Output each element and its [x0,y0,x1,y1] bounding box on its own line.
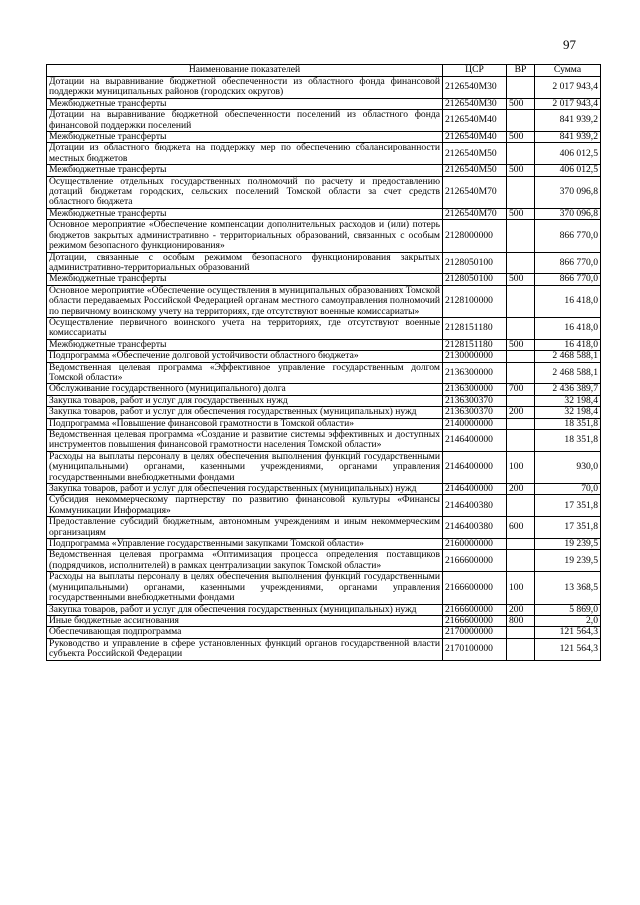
table-row [47,252,601,274]
row-name-cell: Подпрограмма «Управление государственными закупками Томской области» [47,539,443,550]
header-vr: ВР [507,65,535,77]
table-row [47,395,601,406]
row-csr-cell: 2136300000 [443,362,507,384]
row-vr-cell [507,143,535,165]
row-name-cell: Закупка товаров, работ и услуг для обеспечения государственных (муниципальных) нужд [47,484,443,495]
row-name-cell: Основное мероприятие «Обеспечение осуществления в муниципальных образованиях Томской области передаваемых Российской Федерацией органам местного самоуправления полномочий по первичному воинскому учету на территориях, где отсутствуют военные комиссариаты» [47,285,443,317]
row-vr-cell: 700 [507,384,535,395]
row-sum-cell: 2 468 588,1 [535,362,601,384]
table-row [47,484,601,495]
row-vr-cell [507,550,535,572]
row-csr-cell: 2130000000 [443,351,507,362]
header-csr: ЦСР [443,65,507,77]
row-vr-cell [507,77,535,99]
row-name-cell: Осуществление отдельных государственных полномочий по расчету и предоставлению дотаций бюджетам городских, сельских поселений Томской области за счет средств областного бюджета [47,176,443,208]
row-vr-cell [507,638,535,660]
row-vr-cell: 500 [507,274,535,285]
row-vr-cell [507,252,535,274]
row-vr-cell: 200 [507,484,535,495]
row-name-cell: Расходы на выплаты персоналу в целях обеспечения выполнения функций государственными (муниципальными) органами, казенными учреждениями, органами управления государственными внебюджетными фондами [47,451,443,483]
table-row [47,339,601,350]
row-name-cell: Межбюджетные трансферты [47,339,443,350]
table-row [47,550,601,572]
table-row [47,285,601,317]
row-csr-cell: 2126540М30 [443,98,507,109]
row-sum-cell: 13 368,5 [535,572,601,604]
row-sum-cell: 841 939,2 [535,110,601,132]
row-sum-cell: 406 012,5 [535,165,601,176]
row-csr-cell: 2146400380 [443,517,507,539]
row-name-cell: Подпрограмма «Повышение финансовой грамотности в Томской области» [47,418,443,429]
row-name-cell: Основное мероприятие «Обеспечение компенсации дополнительных расходов и (или) потерь бюджетов закрытых административно - территориальных образований, связанных с особым режимом безопасного функционирования» [47,220,443,252]
row-name-cell: Закупка товаров, работ и услуг для государственных нужд [47,395,443,406]
row-sum-cell: 866 770,0 [535,220,601,252]
row-vr-cell [507,430,535,452]
table-row [47,384,601,395]
row-csr-cell: 2126540М50 [443,143,507,165]
row-sum-cell: 2 468 588,1 [535,351,601,362]
row-name-cell: Ведомственная целевая программа «Создание и развитие системы эффективных и доступных инструментов повышения финансовой грамотности населения Томской области» [47,430,443,452]
table-row [47,430,601,452]
row-sum-cell: 866 770,0 [535,252,601,274]
row-csr-cell: 2166600000 [443,572,507,604]
table-row [47,517,601,539]
row-sum-cell: 406 012,5 [535,143,601,165]
row-csr-cell: 2146400000 [443,484,507,495]
row-csr-cell: 2136300000 [443,384,507,395]
row-csr-cell: 2136300370 [443,407,507,418]
row-csr-cell: 2170000000 [443,627,507,638]
row-sum-cell: 19 239,5 [535,550,601,572]
row-name-cell: Закупка товаров, работ и услуг для обеспечения государственных (муниципальных) нужд [47,604,443,615]
row-csr-cell: 2136300370 [443,395,507,406]
table-row [47,77,601,99]
row-name-cell: Подпрограмма «Обеспечение долговой устойчивости областного бюджета» [47,351,443,362]
row-sum-cell: 866 770,0 [535,274,601,285]
row-csr-cell: 2166600000 [443,550,507,572]
table-row [47,274,601,285]
header-sum: Сумма [535,65,601,77]
table-row [47,351,601,362]
row-csr-cell: 2126540М40 [443,132,507,143]
table-row [47,407,601,418]
row-csr-cell: 2126540М70 [443,208,507,219]
row-name-cell: Закупка товаров, работ и услуг для обеспечения государственных (муниципальных) нужд [47,407,443,418]
table-row [47,176,601,208]
table-row [47,451,601,483]
row-sum-cell: 18 351,8 [535,418,601,429]
row-csr-cell: 2128050100 [443,274,507,285]
row-vr-cell: 500 [507,132,535,143]
table-row [47,317,601,339]
table-row [47,539,601,550]
page-number: 97 [563,37,576,52]
table-row [47,418,601,429]
row-vr-cell [507,220,535,252]
row-vr-cell: 200 [507,407,535,418]
table-header-row [47,65,601,77]
row-name-cell: Обслуживание государственного (муниципального) долга [47,384,443,395]
row-vr-cell [507,285,535,317]
row-vr-cell [507,317,535,339]
row-csr-cell: 2126540М30 [443,77,507,99]
row-sum-cell: 121 564,3 [535,627,601,638]
header-name: Наименование показателей [47,65,443,77]
row-csr-cell: 2128151180 [443,317,507,339]
row-csr-cell: 2146400000 [443,451,507,483]
row-csr-cell: 2166600000 [443,615,507,626]
row-sum-cell: 16 418,0 [535,317,601,339]
row-sum-cell: 32 198,4 [535,407,601,418]
row-name-cell: Осуществление первичного воинского учета на территориях, где отсутствуют военные комиссариаты [47,317,443,339]
table-row [47,165,601,176]
row-vr-cell [507,110,535,132]
row-name-cell: Дотации на выравнивание бюджетной обеспеченности из областного фонда финансовой поддержки муниципальных районов (городских округов) [47,77,443,99]
row-sum-cell: 121 564,3 [535,638,601,660]
table-row [47,638,601,660]
row-name-cell: Межбюджетные трансферты [47,208,443,219]
row-sum-cell: 18 351,8 [535,430,601,452]
row-name-cell: Дотации, связанные с особым режимом безопасного функционирования закрытых административно-территориальных образований [47,252,443,274]
row-vr-cell [507,176,535,208]
table-row [47,495,601,517]
row-csr-cell: 2140000000 [443,418,507,429]
row-sum-cell: 2 017 943,4 [535,98,601,109]
row-sum-cell: 841 939,2 [535,132,601,143]
row-name-cell: Расходы на выплаты персоналу в целях обеспечения выполнения функций государственными (муниципальными) органами, казенными учреждениями, органами управления государственными внебюджетными фондами [47,572,443,604]
row-name-cell: Дотации из областного бюджета на поддержку мер по обеспечению сбалансированности местных бюджетов [47,143,443,165]
table-row [47,98,601,109]
row-csr-cell: 2146400380 [443,495,507,517]
row-sum-cell: 17 351,8 [535,517,601,539]
row-sum-cell: 16 418,0 [535,285,601,317]
row-vr-cell: 100 [507,451,535,483]
row-vr-cell: 800 [507,615,535,626]
row-name-cell: Дотации на выравнивание бюджетной обеспеченности поселений из областного фонда финансовой поддержки поселений [47,110,443,132]
row-vr-cell: 500 [507,98,535,109]
row-sum-cell: 2 436 389,7 [535,384,601,395]
row-csr-cell: 2128100000 [443,285,507,317]
row-csr-cell: 2160000000 [443,539,507,550]
table-row [47,110,601,132]
row-name-cell: Руководство и управление в сфере установленных функций органов государственной власти субъекта Российской Федерации [47,638,443,660]
row-name-cell: Межбюджетные трансферты [47,274,443,285]
table-body [47,77,601,661]
row-sum-cell: 5 869,0 [535,604,601,615]
row-name-cell: Межбюджетные трансферты [47,132,443,143]
row-vr-cell [507,495,535,517]
table-row [47,220,601,252]
row-vr-cell: 500 [507,165,535,176]
table-row [47,132,601,143]
row-csr-cell: 2170100000 [443,638,507,660]
row-csr-cell: 2126540М40 [443,110,507,132]
row-vr-cell: 500 [507,339,535,350]
row-vr-cell: 600 [507,517,535,539]
row-vr-cell [507,539,535,550]
row-name-cell: Субсидия некоммерческому партнерству по развитию финансовой культуры «Финансы Коммуникации Информация» [47,495,443,517]
row-name-cell: Ведомственная целевая программа «Оптимизация процесса определения поставщиков (подрядчиков, исполнителей) в рамках централизации закупок Томской области» [47,550,443,572]
row-name-cell: Предоставление субсидий бюджетным, автономным учреждениям и иным некоммерческим организациям [47,517,443,539]
table-row [47,143,601,165]
row-name-cell: Межбюджетные трансферты [47,98,443,109]
row-name-cell: Иные бюджетные ассигнования [47,615,443,626]
row-name-cell: Ведомственная целевая программа «Эффективное управление государственным долгом Томской области» [47,362,443,384]
row-sum-cell: 2,0 [535,615,601,626]
row-sum-cell: 370 096,8 [535,208,601,219]
table-row [47,615,601,626]
row-name-cell: Обеспечивающая подпрограмма [47,627,443,638]
table-row [47,208,601,219]
row-sum-cell: 19 239,5 [535,539,601,550]
row-vr-cell [507,362,535,384]
row-vr-cell [507,395,535,406]
row-csr-cell: 2126540М70 [443,176,507,208]
row-csr-cell: 2128000000 [443,220,507,252]
row-vr-cell [507,627,535,638]
row-sum-cell: 2 017 943,4 [535,77,601,99]
row-name-cell: Межбюджетные трансферты [47,165,443,176]
row-sum-cell: 32 198,4 [535,395,601,406]
row-csr-cell: 2128050100 [443,252,507,274]
table-row [47,627,601,638]
row-sum-cell: 16 418,0 [535,339,601,350]
row-vr-cell: 200 [507,604,535,615]
table-row [47,362,601,384]
row-sum-cell: 370 096,8 [535,176,601,208]
row-vr-cell: 100 [507,572,535,604]
row-csr-cell: 2126540М50 [443,165,507,176]
table-row [47,604,601,615]
row-csr-cell: 2166600000 [443,604,507,615]
row-csr-cell: 2128151180 [443,339,507,350]
row-vr-cell: 500 [507,208,535,219]
row-sum-cell: 70,0 [535,484,601,495]
row-vr-cell [507,418,535,429]
row-sum-cell: 930,0 [535,451,601,483]
budget-table [46,64,601,661]
row-csr-cell: 2146400000 [443,430,507,452]
table-row [47,572,601,604]
row-vr-cell [507,351,535,362]
row-sum-cell: 17 351,8 [535,495,601,517]
